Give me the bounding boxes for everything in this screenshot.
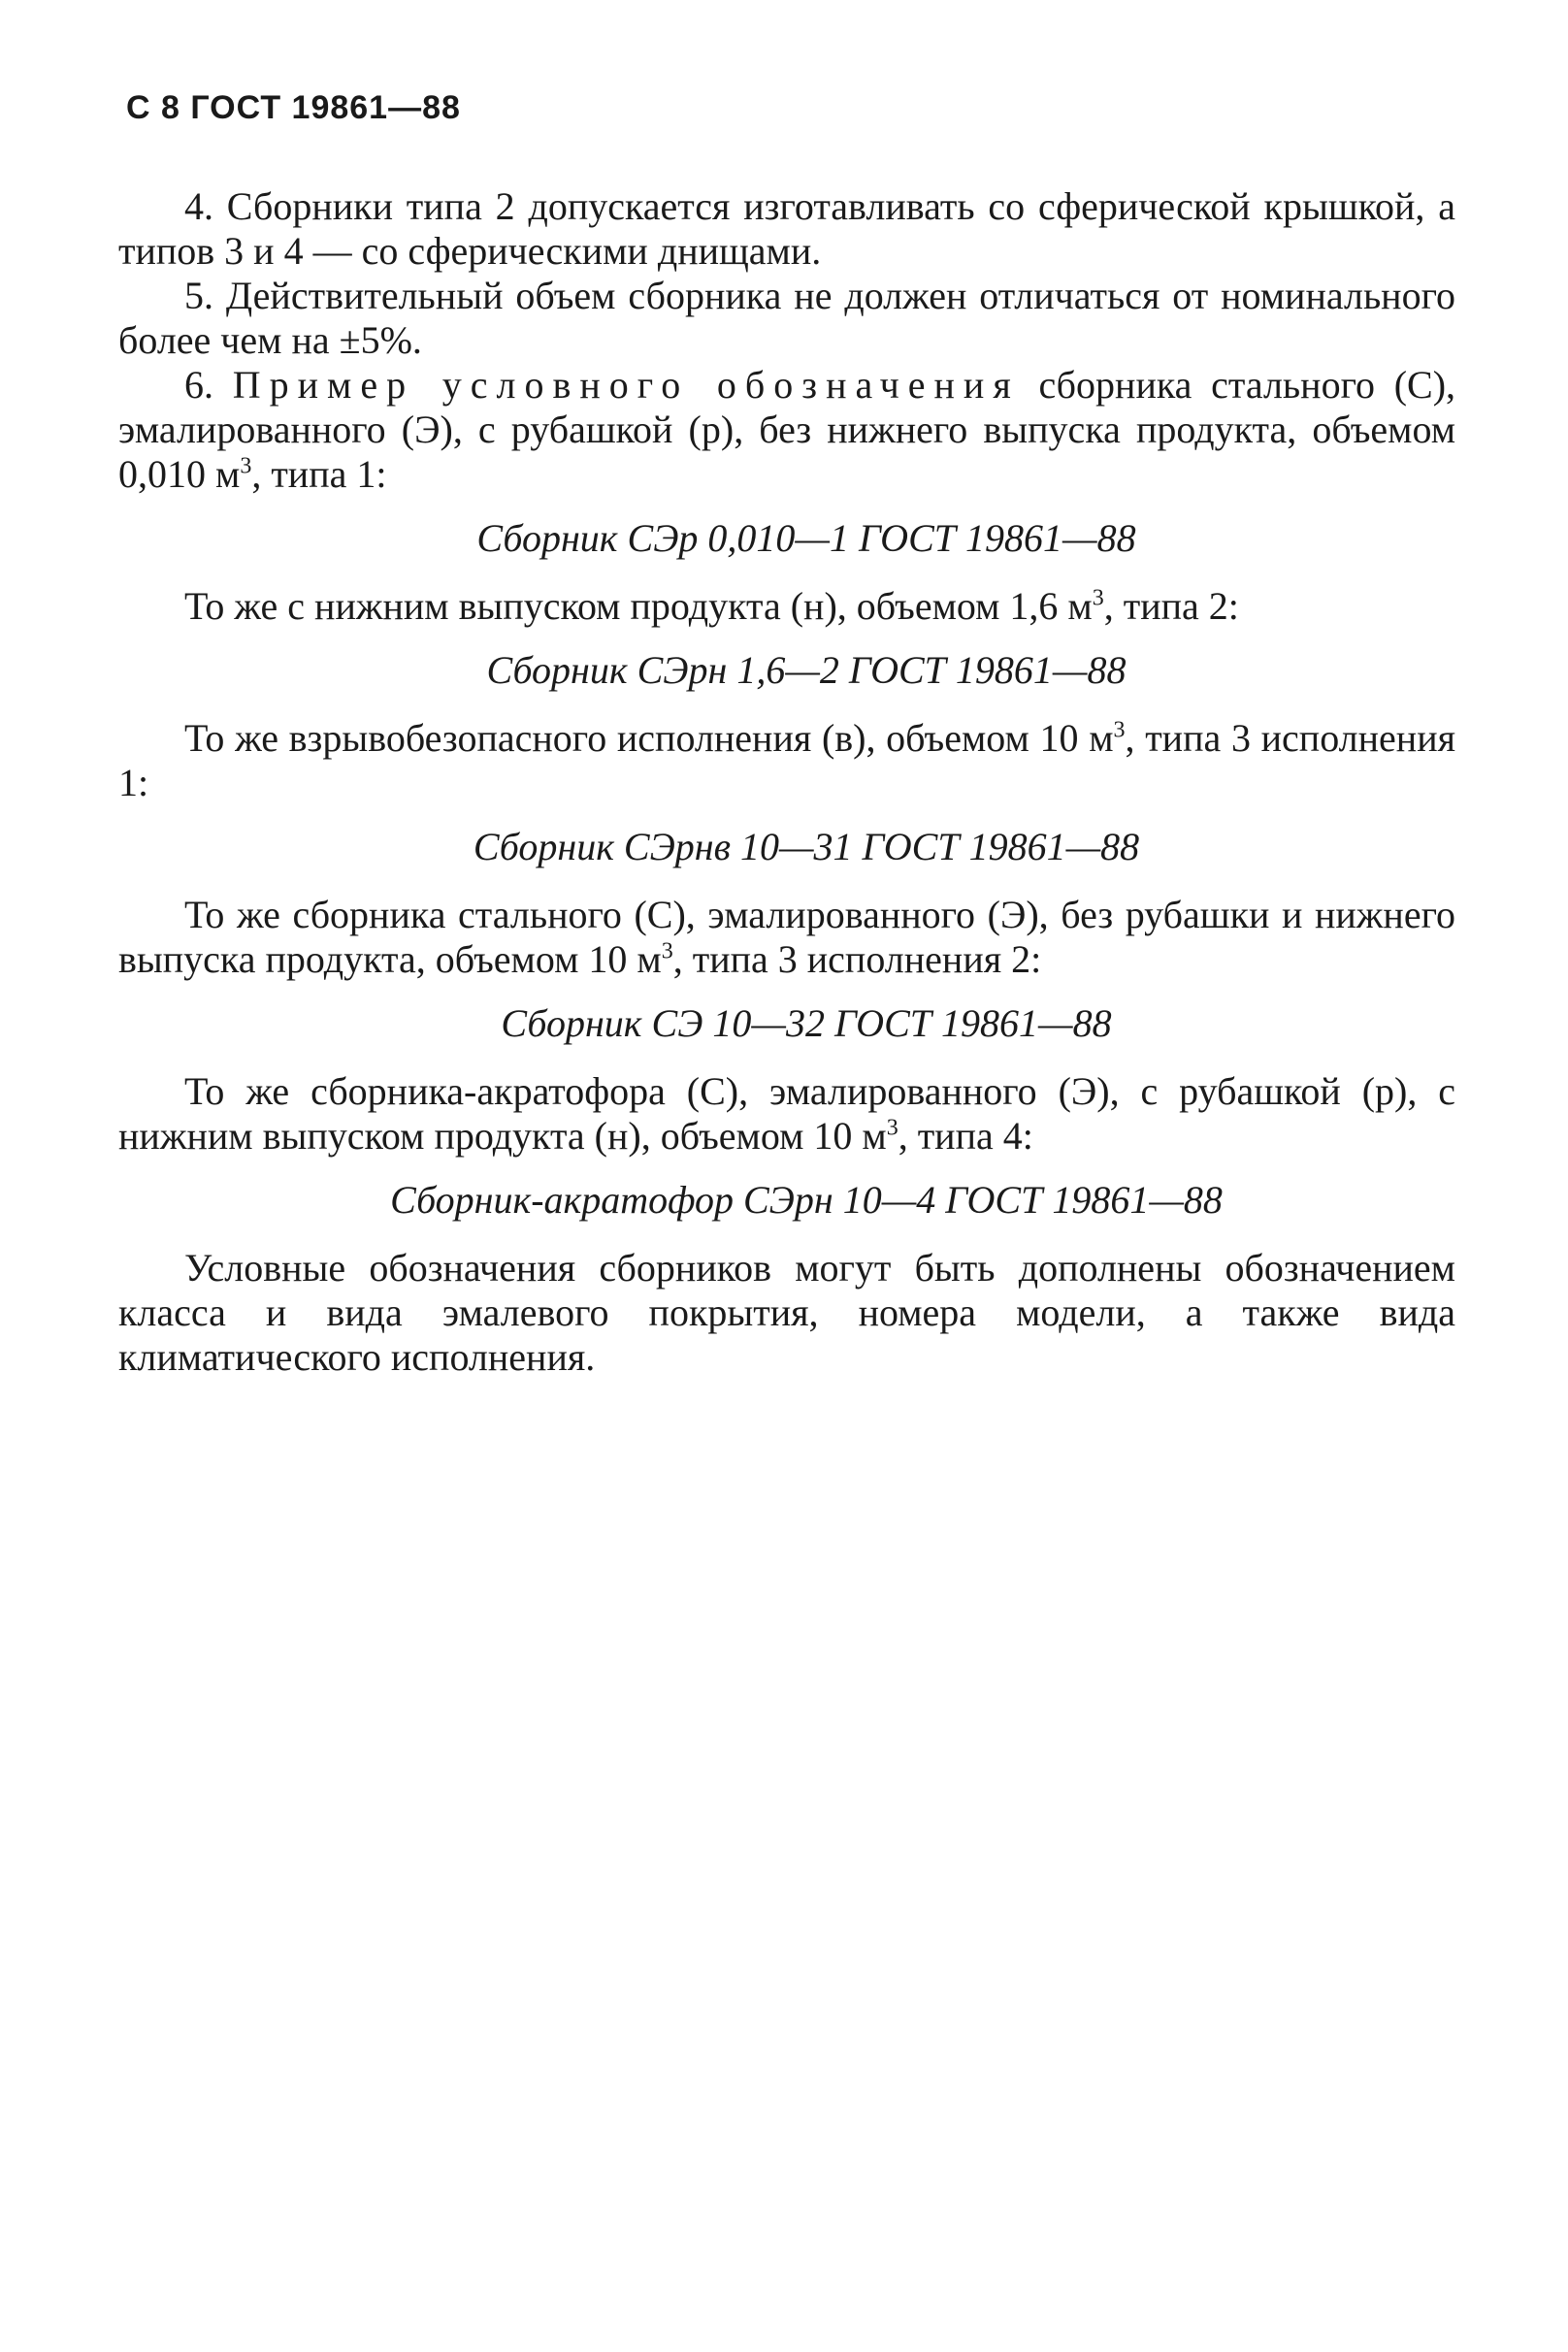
paragraph-6-text: сборника стального (С), эмалированного (Э), с рубашкой (р), без нижнего выпуска продукта, объемом 0,010 м <box>118 363 1456 496</box>
paragraph-6-number: 6. <box>184 363 213 407</box>
designation-example-2: Сборник СЭрн 1,6—2 ГОСТ 19861—88 <box>486 648 1127 692</box>
example-5-intro-tail: , типа 4: <box>898 1114 1033 1158</box>
example-2-intro-text: То же с нижним выпуском продукта (н), объемом 1,6 м <box>184 584 1093 628</box>
example-4-intro-text: То же сборника стального (С), эмалированного (Э), без рубашки и нижнего выпуска продукта, объемом 10 м <box>118 893 1455 981</box>
designation-example-5: Сборник-акратофор СЭрн 10—4 ГОСТ 19861—88 <box>390 1178 1223 1222</box>
example-2-superscript: 3 <box>1092 585 1104 611</box>
paragraph-6-superscript: 3 <box>240 453 252 479</box>
example-4-intro <box>118 893 1455 982</box>
example-3-intro <box>118 716 1455 805</box>
example-3-intro-tail: , типа 3 исполнения 1: <box>118 716 1455 804</box>
example-2-intro-tail: , типа 2: <box>1103 584 1239 628</box>
paragraph-6-tail: , типа 1: <box>251 452 387 496</box>
paragraph-4: 4. Сборники типа 2 допускается изготавливать со сферической крышкой, а типов 3 и 4 — со сферическими днищами. <box>118 184 1455 273</box>
example-5-intro <box>118 1069 1455 1159</box>
example-4-superscript: 3 <box>661 938 673 964</box>
paragraph-5: 5. Действительный объем сборника не должен отличаться от номинального более чем на ±5%. <box>118 274 1455 362</box>
closing-paragraph: Условные обозначения сборников могут быть дополнены обозначением класса и вида эмалевого покрытия, номера модели, а также вида климатического исполнения. <box>118 1246 1455 1379</box>
designation-example-1: Сборник СЭр 0,010—1 ГОСТ 19861—88 <box>476 516 1136 560</box>
document-body <box>118 184 1455 1380</box>
designation-example-3: Сборник СЭрнв 10—31 ГОСТ 19861—88 <box>473 825 1140 868</box>
page-header: С 8 ГОСТ 19861—88 <box>126 89 461 126</box>
paragraph-6-spaced-heading: Пример условного обозначения <box>232 363 1020 407</box>
paragraph-6 <box>118 363 1455 497</box>
example-4-intro-tail: , типа 3 исполнения 2: <box>672 937 1042 981</box>
example-2-intro <box>118 584 1455 629</box>
example-5-intro-text: То же сборника-акратофора (С), эмалированного (Э), с рубашкой (р), с нижним выпуском продукта (н), объемом 10 м <box>118 1069 1455 1158</box>
example-3-intro-text: То же взрывобезопасного исполнения (в), объемом 10 м <box>184 716 1114 760</box>
example-3-superscript: 3 <box>1113 717 1126 743</box>
designation-example-4: Сборник СЭ 10—32 ГОСТ 19861—88 <box>501 1001 1112 1045</box>
example-5-superscript: 3 <box>886 1115 898 1141</box>
